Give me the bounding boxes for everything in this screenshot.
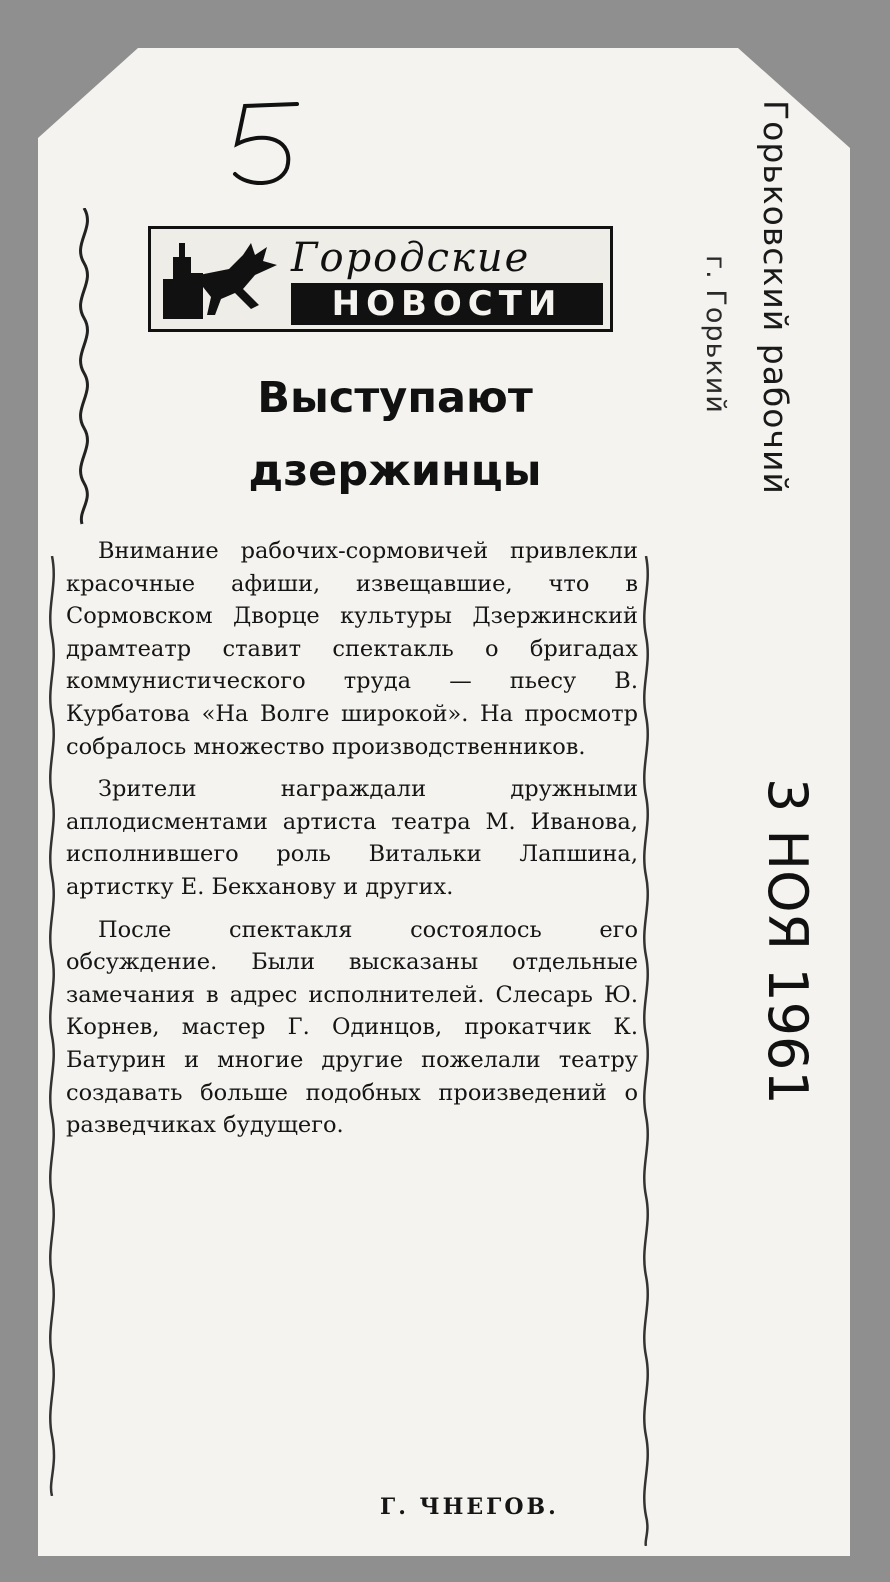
article-paragraph: Внимание рабочих-сормовичей привлекли красочные афиши, извещавшие, что в Сормовском Дворце культуры Дзержинский драмтеатр ставит спектакль о бригадах коммунистического труда — пьесу В. Курбатова «На Волге широкой». На просмотр собралось множество производственников.	[66, 538, 638, 760]
article-paragraph: Зрители награждали дружными аплодисментами артиста театра М. Иванова, исполнившего роль Витальки Лапшина, артистку Е. Бекханову и других.	[66, 776, 638, 900]
torn-edge-left	[54, 208, 114, 528]
date-stamp: 3 НОЯ 1961	[756, 778, 819, 1105]
city-stamp: г. Горький	[700, 255, 731, 414]
deer-skyline-icon	[159, 235, 284, 323]
rubric-word-title: НОВОСТИ	[291, 283, 603, 325]
article-headline: Выступают дзержинцы	[248, 373, 542, 496]
article-paragraph: После спектакля состоялось его обсуждение. Были высказаны отдельные замечания в адрес исполнителей. Слесарь Ю. Корнев, мастер Г. Одинцов, прокатчик К. Батурин и многие другие пожелали театру создавать больше подобных произведений о разведчиках будущего.	[66, 916, 638, 1139]
article-body	[66, 535, 638, 1152]
newspaper-stamp: Горьковский рабочий	[756, 100, 795, 495]
handwritten-page-number	[225, 96, 315, 192]
cut-edge-body-right	[636, 556, 656, 1546]
rubric-banner	[148, 226, 613, 332]
cut-edge-body-left	[42, 556, 62, 1496]
author-signature: Г. ЧНЕГОВ.	[380, 1494, 559, 1520]
rubric-script-title: Городские	[291, 235, 531, 281]
